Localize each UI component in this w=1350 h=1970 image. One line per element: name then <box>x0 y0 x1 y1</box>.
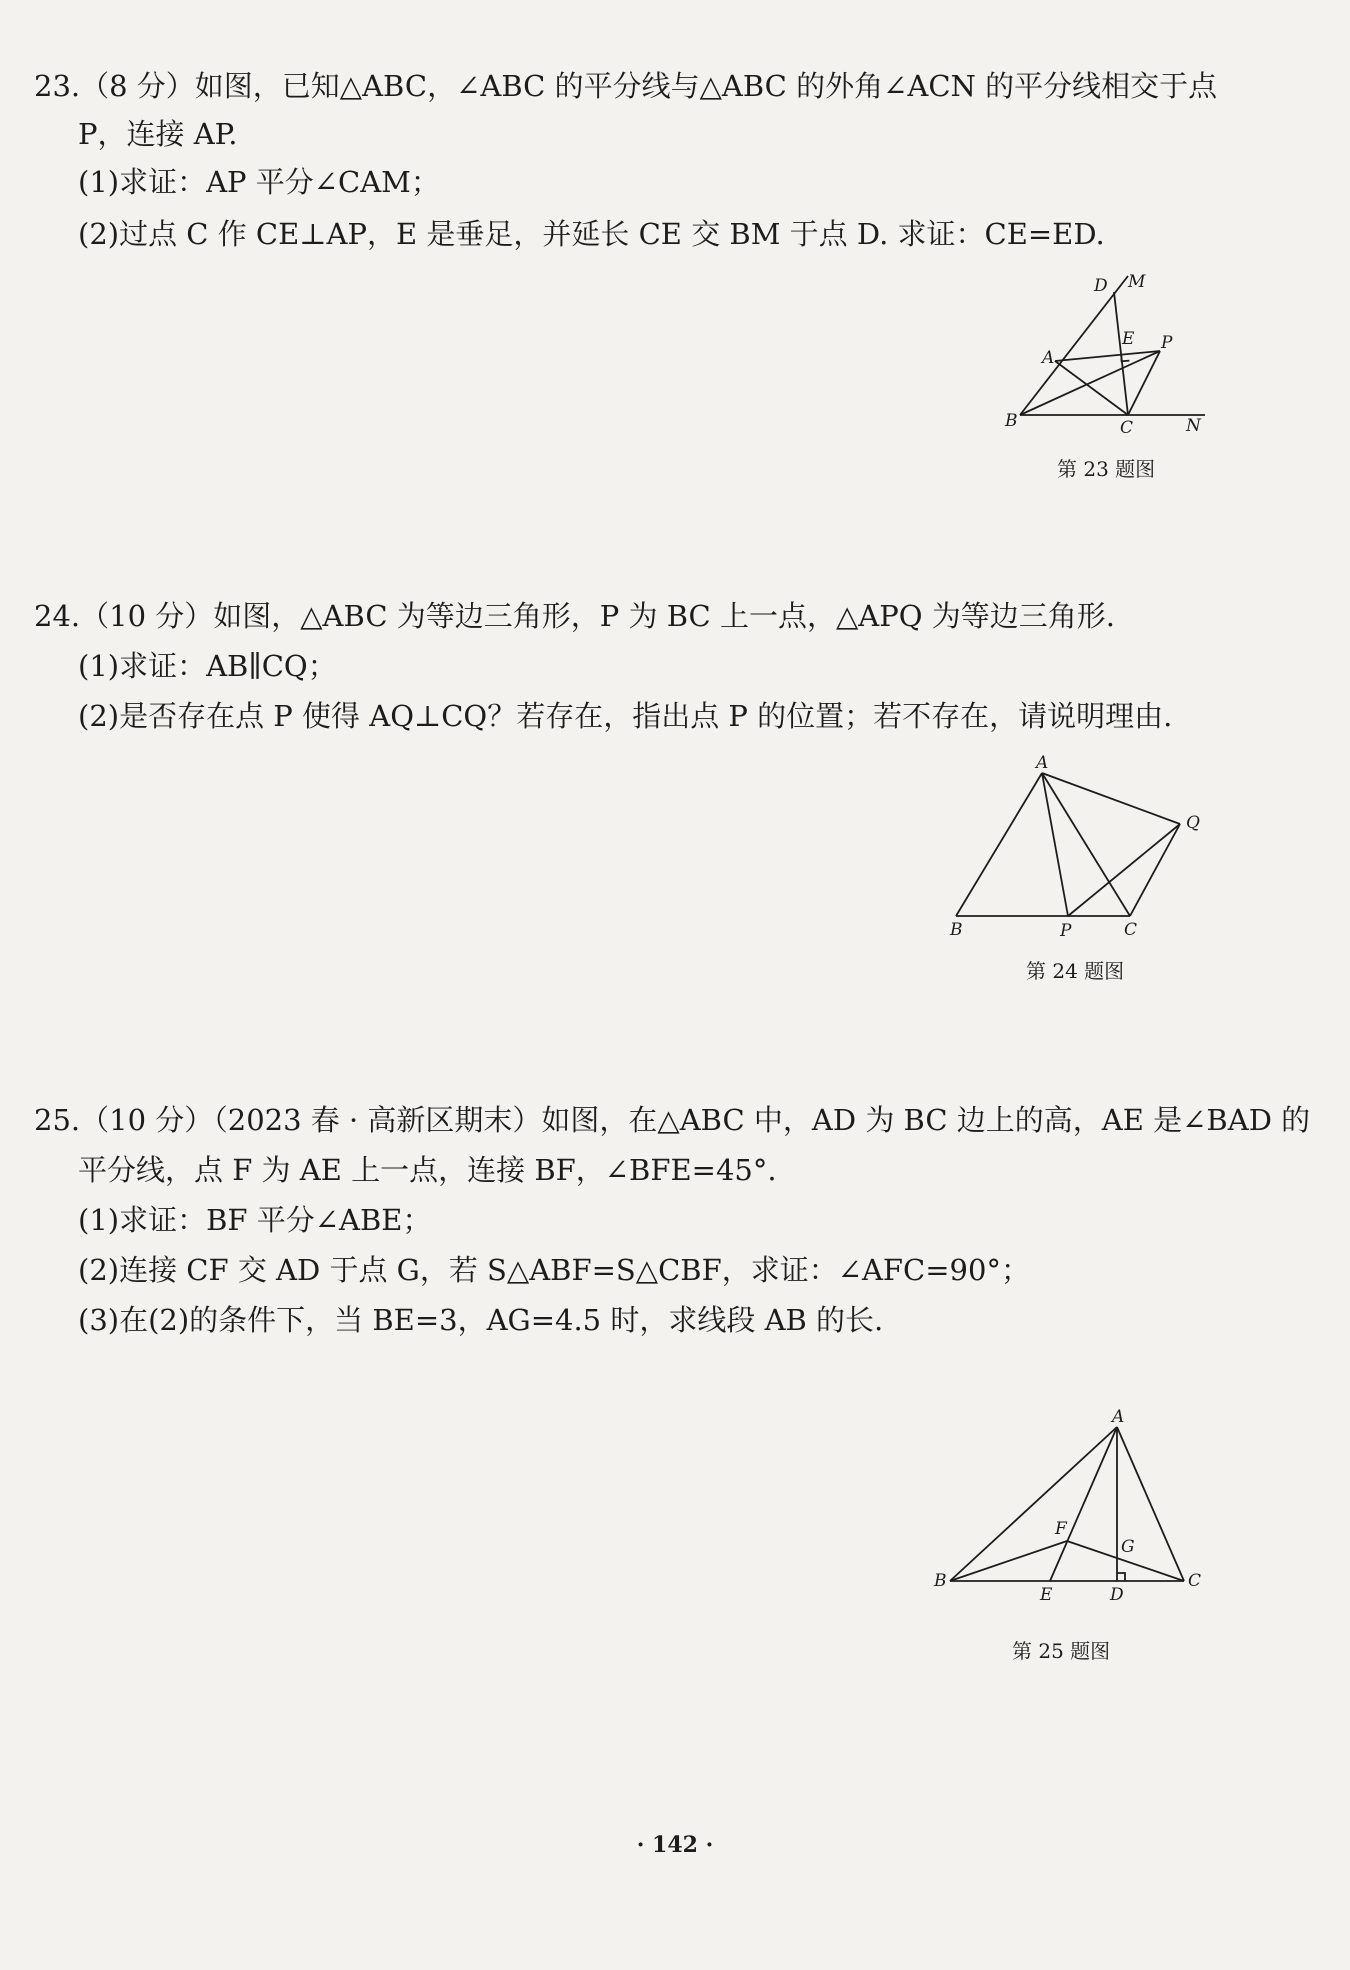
label-g: G <box>1121 1537 1135 1557</box>
segment-pq <box>1068 824 1180 916</box>
p24-line-1: 24.（10 分）如图，△ABC 为等边三角形，P 为 BC 上一点，△APQ 为等边三角形. <box>34 599 1115 633</box>
p25-line-4: (2)连接 CF 交 AD 于点 G，若 S△ABF=S△CBF，求证：∠AFC=90°； <box>78 1253 1030 1287</box>
label-p: P <box>1161 333 1173 353</box>
label-b: B <box>1005 411 1018 431</box>
label-b: B <box>934 1571 947 1591</box>
p25-line-5: (3)在(2)的条件下，当 BE=3，AG=4.5 时，求线段 AB 的长. <box>78 1303 884 1337</box>
segment-ab <box>950 1427 1117 1581</box>
segment-bf <box>950 1541 1067 1581</box>
p24-line-3: (2)是否存在点 P 使得 AQ⊥CQ？若存在，指出点 P 的位置；若不存在，请说明理由. <box>78 699 1173 733</box>
segment-ac <box>1055 361 1128 415</box>
caption-23: 第 23 题图 <box>1057 457 1156 481</box>
p25-line-3: (1)求证：BF 平分∠ABE； <box>78 1203 432 1237</box>
page-number: · 142 · <box>636 1832 714 1858</box>
label-e: E <box>1122 329 1135 349</box>
caption-25: 第 25 题图 <box>1012 1639 1111 1663</box>
label-n: N <box>1186 416 1201 436</box>
label-f: F <box>1055 1519 1067 1539</box>
label-e: E <box>1040 1585 1053 1605</box>
segment-aq <box>1042 773 1180 824</box>
segment-cp <box>1128 351 1160 415</box>
label-a: A <box>1042 348 1055 368</box>
label-c: C <box>1120 418 1134 438</box>
segment-ab <box>956 773 1042 916</box>
label-a: A <box>1036 753 1049 773</box>
p23-line-1: 23.（8 分）如图，已知△ABC，∠ABC 的平分线与△ABC 的外角∠ACN 的平分线相交于点 <box>34 69 1218 103</box>
label-c: C <box>1188 1571 1202 1591</box>
p23-line-2: P，连接 AP. <box>78 117 238 151</box>
right-angle-d <box>1117 1573 1125 1581</box>
segment-bm <box>1020 276 1128 415</box>
caption-24: 第 24 题图 <box>1026 959 1125 983</box>
segment-cq <box>1130 824 1180 916</box>
label-q: Q <box>1186 813 1200 833</box>
label-b: B <box>950 920 963 940</box>
segment-bp <box>1020 351 1160 415</box>
p25-line-2: 平分线，点 F 为 AE 上一点，连接 BF，∠BFE=45°. <box>78 1153 777 1187</box>
figure-24 <box>940 752 1220 952</box>
p23-line-3: (1)求证：AP 平分∠CAM； <box>78 165 440 199</box>
segment-ae <box>1050 1427 1117 1581</box>
p24-line-2: (1)求证：AB∥CQ； <box>78 649 337 683</box>
segment-ap <box>1055 351 1160 361</box>
label-d: D <box>1110 1585 1124 1605</box>
p23-line-4: (2)过点 C 作 CE⊥AP，E 是垂足，并延长 CE 交 BM 于点 D. 求证：CE=ED. <box>78 217 1105 251</box>
figure-25 <box>930 1400 1210 1610</box>
figure-23 <box>1000 268 1220 438</box>
p25-line-1: 25.（10 分）（2023 春 · 高新区期末）如图，在△ABC 中，AD 为 BC 边上的高，AE 是∠BAD 的 <box>34 1103 1311 1137</box>
label-p: P <box>1060 921 1072 941</box>
label-a: A <box>1112 1407 1125 1427</box>
segment-ac <box>1117 1427 1184 1581</box>
label-d: D <box>1094 276 1108 296</box>
label-m: M <box>1128 272 1146 292</box>
label-c: C <box>1124 920 1138 940</box>
